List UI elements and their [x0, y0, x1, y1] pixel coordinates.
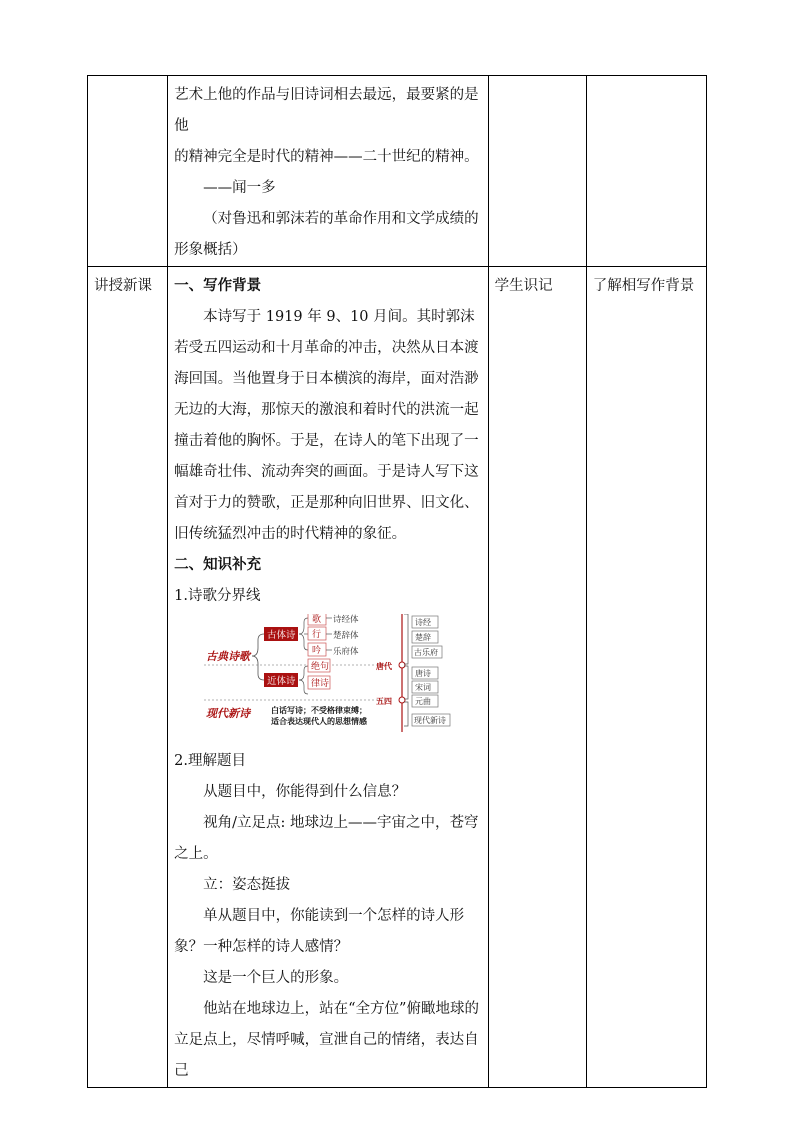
brace-ancient-lower	[252, 656, 264, 680]
question-1: 从题目中，你能得到什么信息？	[203, 784, 407, 800]
modern-poetry-label: 现代新诗	[206, 707, 251, 720]
table-row	[88, 76, 707, 267]
row1-col4-cell	[586, 76, 706, 267]
free-verse-desc-2: 适合表达现代人的思想情感	[271, 717, 368, 726]
row1-col3-cell	[488, 76, 586, 267]
brace-new-down	[299, 680, 308, 694]
understand-title-subtitle: 2.理解题目	[174, 753, 246, 769]
yuanqu-label: 元曲	[415, 697, 432, 706]
table-row	[88, 267, 707, 1088]
answer-giant: 这是一个巨人的形象。	[203, 970, 349, 986]
answer-detail: 他站在地球边上，站在“全方位”俯瞰地球的立足点上，尽情呼喊，宣泄自己的情绪，表达自己	[174, 1001, 479, 1079]
jueju-label: 绝句	[311, 662, 330, 672]
quote-line-2: 的精神完全是时代的精神——二十世纪的精神。	[174, 149, 479, 165]
shijing-label: 诗经	[415, 618, 432, 627]
quote-note-line-2: 形象概括）	[174, 242, 247, 258]
new-style-label: 近体诗	[267, 676, 296, 687]
section-knowledge-title: 二、知识补充	[174, 557, 262, 573]
ge-label: 歌	[312, 615, 322, 625]
ancient-poetry-label: 古典诗歌	[206, 650, 251, 663]
poetry-boundary-subtitle: 1.诗歌分界线	[174, 588, 261, 604]
row1-content-cell	[168, 76, 489, 267]
stage-cell	[88, 267, 168, 1088]
gu-yuefu-label: 古乐府	[414, 648, 439, 657]
answer-perspective: 视角/立足点: 地球边上——宇宙之中，苍穹之上。	[174, 815, 479, 862]
brace-ancient-upper	[252, 634, 264, 656]
wusi-label: 五四	[376, 696, 393, 706]
stage-label: 讲授新课	[94, 278, 152, 294]
xing-label: 行	[312, 630, 322, 640]
tangshi-label: 唐诗	[415, 669, 432, 678]
yin-label: 吟	[312, 646, 322, 656]
quote-author: ——闻一多	[203, 180, 276, 196]
background-paragraph: 本诗写于 1919 年 9、10 月间。其时郭沫若受五四运动和十月革命的冲击，决然从日本渡海回国。当他置身于日本横滨的海岸，面对浩渺无边的大海，那惊天的激浪和着时代的洪流一起撞击着他的胸怀。于是，在诗人的笔下出现了一幅雄奇壮伟、流动奔突的画面。于是诗人写下这首对于力的赞歌，正是那种向旧世界、旧文化、旧传统猛烈冲击的时代精神的象征。	[174, 309, 479, 542]
quote-note-line-1: （对鲁迅和郭沫若的革命作用和文学成绩的	[203, 211, 479, 227]
yin-desc: 乐府体	[333, 647, 359, 657]
tang-dot	[399, 662, 405, 668]
answer-stand: 立：姿态挺拔	[203, 877, 291, 893]
free-verse-desc-1: 白话写诗；不受格律束缚；	[271, 706, 368, 715]
row1-col1-cell	[88, 76, 168, 267]
teaching-content-cell	[168, 267, 489, 1088]
student-activity-label: 学生识记	[494, 278, 553, 294]
brace-new-up	[299, 666, 308, 680]
brace-old-down	[299, 634, 308, 650]
student-activity-cell	[488, 267, 586, 1088]
quote-line-1: 艺术上他的作品与旧诗词相去最远，最要紧的是他	[174, 87, 479, 134]
lesson-plan-table	[87, 75, 707, 1088]
design-intent-label: 了解相写作背景	[592, 278, 695, 294]
poetry-boundary-diagram	[174, 614, 470, 732]
brace-old-up	[299, 618, 308, 634]
xing-desc: 楚辞体	[333, 631, 359, 641]
section-writing-background-title: 一、写作背景	[174, 278, 262, 294]
question-2: 单从题目中，你能读到一个怎样的诗人形象？一种怎样的诗人感情？	[174, 908, 465, 955]
tang-label: 唐代	[376, 661, 393, 671]
old-style-label: 古体诗	[267, 630, 296, 641]
chuci-label: 楚辞	[415, 633, 432, 642]
design-intent-cell	[586, 267, 706, 1088]
songci-label: 宋词	[415, 683, 432, 692]
xiandai-label: 现代新诗	[414, 716, 447, 725]
ge-desc: 诗经体	[333, 615, 359, 625]
lvshi-label: 律诗	[311, 679, 330, 689]
